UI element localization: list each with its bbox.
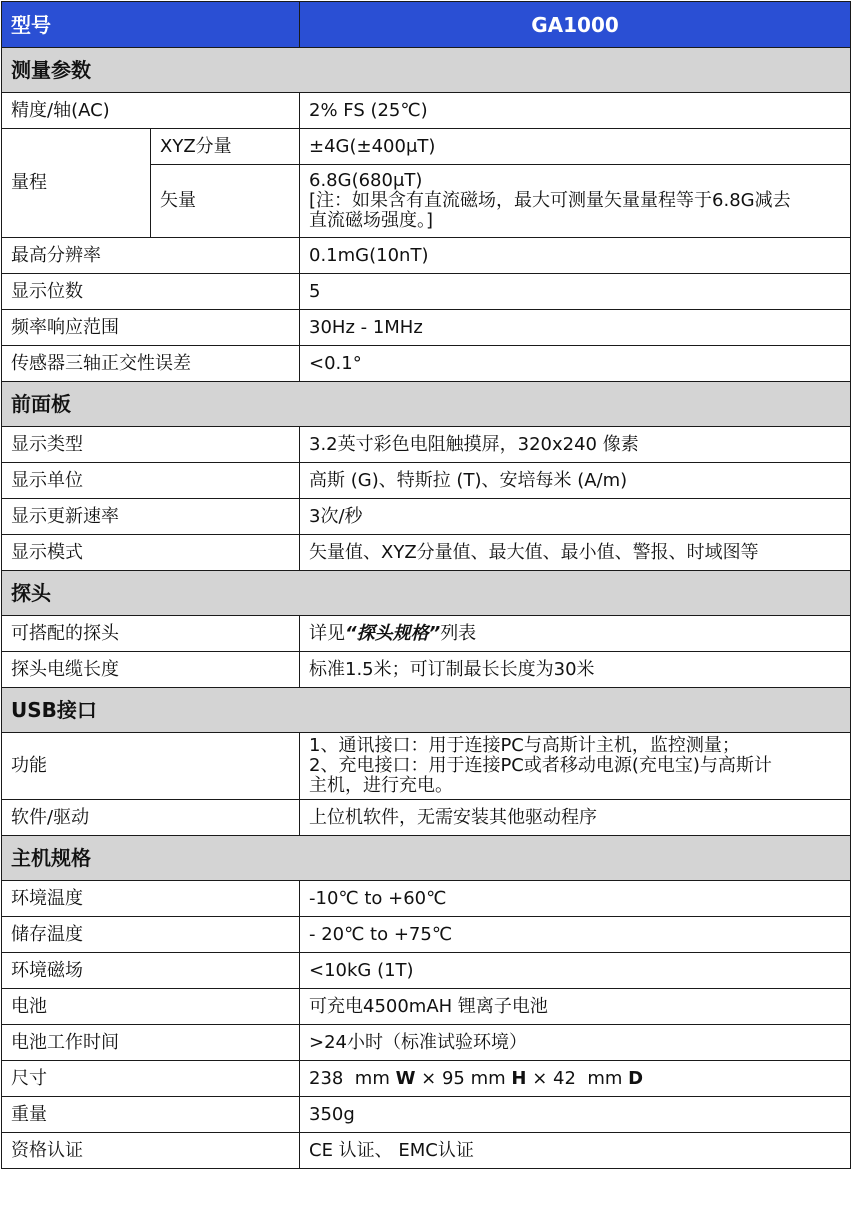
row-value: <0.1° — [300, 346, 851, 382]
size-height-dim: H — [511, 1067, 527, 1089]
row-label: 电池 — [2, 989, 300, 1025]
row-value: - 20℃ to +75℃ — [300, 917, 851, 953]
row-value: 上位机软件，无需安装其他驱动程序 — [300, 800, 851, 836]
row-value: 矢量值、XYZ分量值、最大值、最小值、警报、时域图等 — [300, 535, 851, 571]
row-label: 传感器三轴正交性误差 — [2, 346, 300, 382]
row-value: 0.1mG(10nT) — [300, 238, 851, 274]
row-value: 3.2英寸彩色电阻触摸屏，320x240 像素 — [300, 427, 851, 463]
size-depth-value: × 42 mm — [526, 1067, 629, 1089]
section-title: 测量参数 — [2, 48, 851, 93]
value-line: [注：如果含有直流磁场，最大可测量矢量量程等于6.8G减去 — [309, 190, 791, 211]
row-label: 显示更新速率 — [2, 499, 300, 535]
table-row — [2, 800, 851, 836]
value-line: 2、充电接口：用于连接PC或者移动电源(充电宝)与高斯计 — [309, 755, 772, 776]
table-row — [2, 93, 851, 129]
section-title: 前面板 — [2, 382, 851, 427]
row-label: 储存温度 — [2, 917, 300, 953]
size-height-value: × 95 mm — [415, 1067, 512, 1089]
row-value: 30Hz - 1MHz — [300, 310, 851, 346]
range-label: 量程 — [2, 129, 151, 238]
table-row — [2, 652, 851, 688]
row-value: 5 — [300, 274, 851, 310]
row-value — [300, 616, 851, 652]
row-label: 精度/轴(AC) — [2, 93, 300, 129]
row-label: 电池工作时间 — [2, 1025, 300, 1061]
row-value: 可充电4500mAH 锂离子电池 — [300, 989, 851, 1025]
row-value — [300, 1061, 851, 1097]
table-row — [2, 274, 851, 310]
row-value — [300, 733, 851, 800]
table-row — [2, 989, 851, 1025]
row-label: 环境磁场 — [2, 953, 300, 989]
model-label: 型号 — [2, 2, 300, 48]
row-value: 标准1.5米；可订制最长长度为30米 — [300, 652, 851, 688]
model-value: GA1000 — [300, 2, 851, 48]
range-vector-label: 矢量 — [151, 165, 300, 238]
section-title: 主机规格 — [2, 836, 851, 881]
range-vector-value — [300, 165, 851, 238]
row-label: 尺寸 — [2, 1061, 300, 1097]
section-title: 探头 — [2, 571, 851, 616]
row-label: 频率响应范围 — [2, 310, 300, 346]
row-value: 高斯 (G)、特斯拉 (T)、安培每米 (A/m) — [300, 463, 851, 499]
table-row — [2, 310, 851, 346]
table-row — [2, 953, 851, 989]
row-value: CE 认证、 EMC认证 — [300, 1133, 851, 1169]
value-line: 6.8G(680μT) — [309, 170, 423, 191]
row-label: 重量 — [2, 1097, 300, 1133]
row-label: 环境温度 — [2, 881, 300, 917]
size-width-dim: W — [395, 1067, 416, 1089]
section-front-panel — [2, 382, 851, 427]
value-line: 1、通讯接口：用于连接PC与高斯计主机，监控测量； — [309, 735, 740, 756]
value-suffix: 列表 — [440, 622, 477, 644]
table-row — [2, 463, 851, 499]
row-label: 显示类型 — [2, 427, 300, 463]
section-usb — [2, 688, 851, 733]
row-value: >24小时（标准试验环境） — [300, 1025, 851, 1061]
table-row — [2, 499, 851, 535]
row-label: 可搭配的探头 — [2, 616, 300, 652]
header-row — [2, 2, 851, 48]
table-row — [2, 616, 851, 652]
row-value: <10kG (1T) — [300, 953, 851, 989]
table-row — [2, 1133, 851, 1169]
value-line: 直流磁场强度。] — [309, 210, 434, 231]
table-row — [2, 881, 851, 917]
table-row — [2, 1097, 851, 1133]
table-row — [2, 238, 851, 274]
size-width-value: 238 mm — [309, 1067, 396, 1089]
row-label: 软件/驱动 — [2, 800, 300, 836]
spec-table — [1, 1, 851, 1169]
row-label: 显示单位 — [2, 463, 300, 499]
row-label: 最高分辨率 — [2, 238, 300, 274]
size-depth-dim: D — [628, 1067, 644, 1089]
range-xyz-label: XYZ分量 — [151, 129, 300, 165]
table-row — [2, 535, 851, 571]
row-label: 显示模式 — [2, 535, 300, 571]
row-label: 资格认证 — [2, 1133, 300, 1169]
table-row — [2, 1025, 851, 1061]
row-label: 显示位数 — [2, 274, 300, 310]
table-row — [2, 1061, 851, 1097]
table-row — [2, 427, 851, 463]
range-xyz-value: ±4G(±400μT) — [300, 129, 851, 165]
row-label: 探头电缆长度 — [2, 652, 300, 688]
table-row — [2, 129, 851, 165]
value-prefix: 详见 — [309, 622, 345, 644]
table-row — [2, 733, 851, 800]
row-value: -10℃ to +60℃ — [300, 881, 851, 917]
row-value: 2% FS (25℃) — [300, 93, 851, 129]
table-row — [2, 346, 851, 382]
row-label: 功能 — [2, 733, 300, 800]
value-line: 主机，进行充电。 — [309, 775, 453, 796]
section-host — [2, 836, 851, 881]
table-row — [2, 917, 851, 953]
probe-spec-reference: “探头规格” — [345, 622, 441, 644]
section-measurement — [2, 48, 851, 93]
section-probe — [2, 571, 851, 616]
section-title: USB接口 — [2, 688, 851, 733]
row-value: 350g — [300, 1097, 851, 1133]
row-value: 3次/秒 — [300, 499, 851, 535]
